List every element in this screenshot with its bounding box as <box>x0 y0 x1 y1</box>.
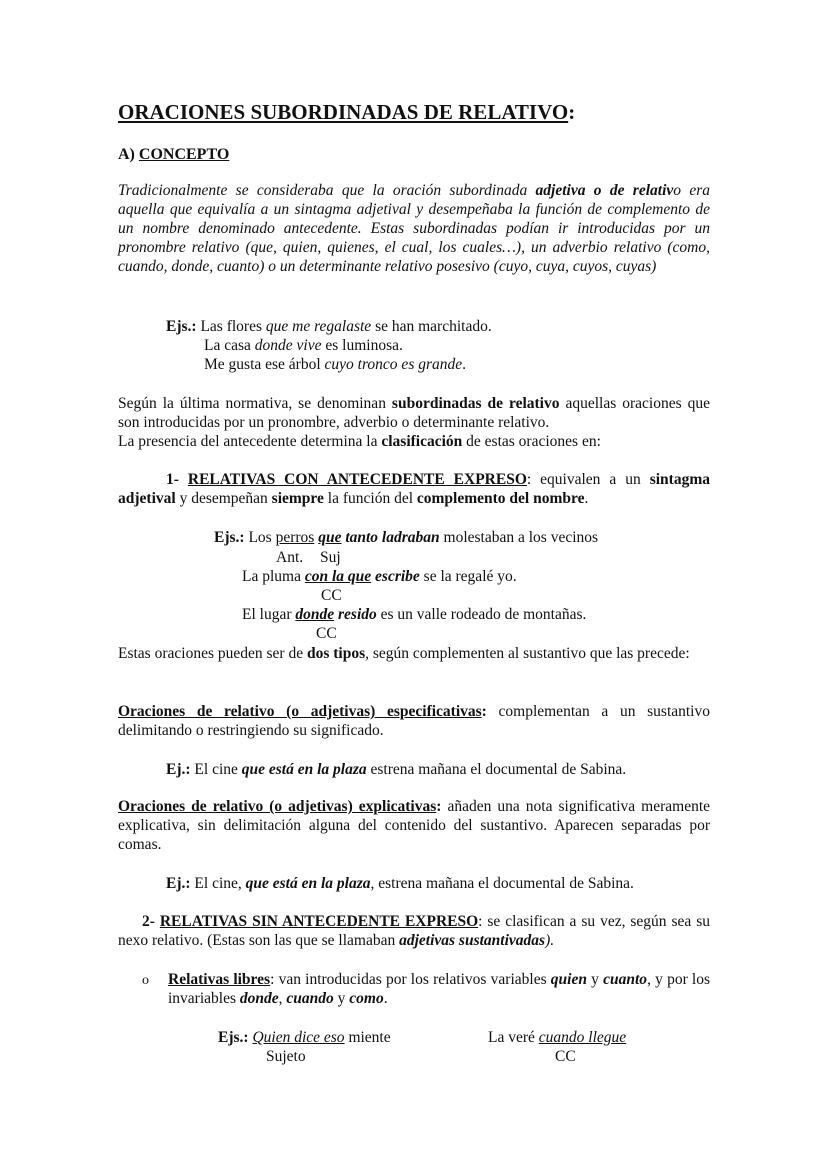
tipos-a: Estas oraciones pueden ser de <box>118 645 307 662</box>
ex2-e2d: se la regalé yo. <box>419 568 517 585</box>
examples-1-line-2 <box>204 336 403 355</box>
ex2-e1e: tanto ladraban <box>341 529 440 546</box>
intro-bold: adjetiva o de relativ <box>535 182 674 199</box>
espec-ej-c: estrena mañana el documental de Sabina. <box>366 761 627 778</box>
intro-text-1: Tradicionalmente se consideraba que la oración subordinada <box>118 182 536 199</box>
ex1-l1a: Las flores <box>196 318 266 335</box>
rel2-num: 2- <box>142 913 160 930</box>
ex3-sujeto: Sujeto <box>266 1048 306 1065</box>
intro-paragraph <box>118 181 710 276</box>
examples-label: Ejs.: <box>166 318 197 335</box>
section-a-label: CONCEPTO <box>138 146 230 163</box>
examples-3-left-annot <box>266 1047 306 1066</box>
ex1-l1c: se han marchitado. <box>371 318 492 335</box>
libres-t4: cuanto <box>603 971 648 988</box>
rel1-t7: . <box>584 490 589 507</box>
examples-3-right-annot <box>555 1047 576 1066</box>
libres-t6: donde <box>239 990 279 1007</box>
rel1-t3: y desempeñan <box>175 490 272 507</box>
examples-2-annot-cc-1 <box>321 586 342 605</box>
rel2-t2: adjetivas sustantivadas <box>399 932 546 949</box>
expl-colon: : <box>436 798 442 815</box>
ex2-e1b: perros <box>275 529 315 546</box>
intro-text-2: o era aquella que equivalía a un sintagma adjetival y desempeñaba la función de complemento de un nombre denominado antecedente. Estas subordinadas podían ir introducidas por un pronombre relativo (que, quien, quienes, el cual, los cuales…), un adverbio relativo (como, cuando, donde, cuanto) o un determinante relativo posesivo (cuyo, cuya, cuyos, cuyas) <box>118 182 710 275</box>
ex3-b2: cuando llegue <box>538 1029 627 1046</box>
rel1-num: 1- <box>166 471 188 488</box>
ex1-l2a: La casa <box>204 337 255 354</box>
espec-ej-b: que está en la plaza <box>241 761 367 778</box>
explicativas-paragraph <box>118 797 710 854</box>
ex3-b1: La veré <box>488 1029 539 1046</box>
ex2-cc1: CC <box>321 587 342 604</box>
examples-2-line-2 <box>242 567 517 586</box>
document-title <box>118 100 575 124</box>
espec-heading: Oraciones de relativo (o adjetivas) especificativas <box>118 703 482 720</box>
rel1-t1: : equivalen a un <box>526 471 650 488</box>
examples-2-annot-suj <box>320 548 341 567</box>
rel2-t1: : se clasifican a su vez, según sea su nexo relativo. (Estas son las que se llamaban <box>118 913 710 949</box>
ex2-cc2: CC <box>316 625 337 642</box>
tipos-b: dos tipos <box>306 645 366 662</box>
ex1-l2c: es luminosa. <box>321 337 403 354</box>
ex2-e3b: donde <box>295 606 335 623</box>
ex1-l3a: Me gusta ese árbol <box>204 356 325 373</box>
libres-t5: , y por los invariables <box>168 971 711 1007</box>
expl-heading: Oraciones de relativo (o adjetivas) explicativas <box>118 798 437 815</box>
rel1-heading: RELATIVAS CON ANTECEDENTE EXPRESO <box>187 471 527 488</box>
ex2-e1f: molestaban a los vecinos <box>439 529 599 546</box>
norma-paragraph-2 <box>118 432 601 451</box>
norma-p1a: Según la última normativa, se denominan <box>118 395 392 412</box>
ex2-e3a: El lugar <box>242 606 296 623</box>
espec-colon: : <box>481 703 487 720</box>
bullet-marker <box>142 971 149 990</box>
examples-2-annot-ant <box>276 548 303 567</box>
ex1-l3b: cuyo tronco es grande <box>324 356 463 373</box>
rel1-t5: la función del <box>323 490 417 507</box>
relativas-sin-antecedente-paragraph <box>118 912 710 950</box>
espec-ej-a: El cine <box>190 761 242 778</box>
rel1-t4: siempre <box>271 490 324 507</box>
expl-ej-label: Ej.: <box>166 875 191 892</box>
ex1-l2b: donde vive <box>254 337 322 354</box>
especificativas-paragraph <box>118 702 710 740</box>
explicativas-example <box>166 874 634 893</box>
espec-text: complementan a un sustantivo delimitando o restringiendo su significado. <box>118 703 710 739</box>
libres-heading: Relativas libres <box>168 971 271 988</box>
document-page <box>118 0 710 1171</box>
title-text: ORACIONES SUBORDINADAS DE RELATIVO <box>118 100 569 124</box>
libres-t10: como <box>349 990 384 1007</box>
relativas-con-antecedente-paragraph <box>118 470 710 508</box>
title-colon: : <box>568 100 576 124</box>
ex3-a2: Quien dice eso <box>252 1029 345 1046</box>
rel1-t6: complemento del nombre <box>416 490 585 507</box>
ex2-e1d: que <box>318 529 342 546</box>
norma-p2a: La presencia del antecedente determina la <box>118 433 382 450</box>
examples-3-right <box>488 1028 626 1047</box>
libres-t1: : van introducidas por los relativos variables <box>270 971 551 988</box>
expl-ej-c: , estrena mañana el documental de Sabina. <box>370 875 634 892</box>
ex1-l3c: . <box>462 356 467 373</box>
norma-p2c: de estas oraciones en: <box>462 433 601 450</box>
libres-t2: quien <box>550 971 587 988</box>
libres-t11: . <box>383 990 388 1007</box>
section-a-heading <box>118 145 229 164</box>
section-a-prefix: A) <box>118 146 139 163</box>
ex3-cc: CC <box>555 1048 576 1065</box>
rel1-t2: sintagma adjetival <box>118 471 710 507</box>
tipos-paragraph <box>118 644 710 663</box>
expl-ej-b: que está en la plaza <box>245 875 371 892</box>
ex1-l1b: que me regalaste <box>265 318 372 335</box>
examples-2-line-1 <box>214 528 598 547</box>
libres-t8: cuando <box>286 990 334 1007</box>
libres-t3: y <box>586 971 604 988</box>
examples-3-left <box>218 1028 391 1047</box>
norma-p1c: aquellas oraciones que son introducidas por un pronombre, adverbio o determinante relativo. <box>118 395 710 431</box>
tipos-c: , según complementen al sustantivo que las precede: <box>365 645 690 662</box>
libres-t7: , <box>278 990 287 1007</box>
ex2-suj: Suj <box>320 549 341 566</box>
norma-paragraph <box>118 394 710 432</box>
expl-text: añaden una nota significativa meramente explicativa, sin delimitación alguna del contenido del sustantivo. Aparecen separadas por comas. <box>118 798 711 853</box>
ex2-ant: Ant. <box>276 549 304 566</box>
ex2-e3c: resido <box>334 606 377 623</box>
expl-ej-a: El cine, <box>190 875 246 892</box>
ex2-e3d: es un valle rodeado de montañas. <box>376 606 587 623</box>
ex3-label: Ejs.: <box>218 1029 249 1046</box>
examples-2-line-3 <box>242 605 586 624</box>
examples-1-line-3 <box>204 355 466 374</box>
ex2-e2b: con la que <box>304 568 372 585</box>
rel2-heading: RELATIVAS SIN ANTECEDENTE EXPRESO <box>159 913 479 930</box>
ex2-label: Ejs.: <box>214 529 245 546</box>
bullet-char: o <box>142 973 149 988</box>
especificativas-example <box>166 760 626 779</box>
ex3-a3: miente <box>344 1029 391 1046</box>
examples-2-annot-cc-2 <box>316 624 337 643</box>
espec-ej-label: Ej.: <box>166 761 191 778</box>
rel2-t3: ). <box>545 932 555 949</box>
libres-t9: y <box>333 990 350 1007</box>
ex2-e2c: escribe <box>371 568 420 585</box>
norma-p2b: clasificación <box>381 433 463 450</box>
examples-1-line-1 <box>166 317 492 336</box>
norma-p1b: subordinadas de relativo <box>391 395 560 412</box>
relativas-libres-paragraph <box>168 970 710 1008</box>
ex2-e2a: La pluma <box>242 568 305 585</box>
ex2-e1a: Los <box>244 529 276 546</box>
